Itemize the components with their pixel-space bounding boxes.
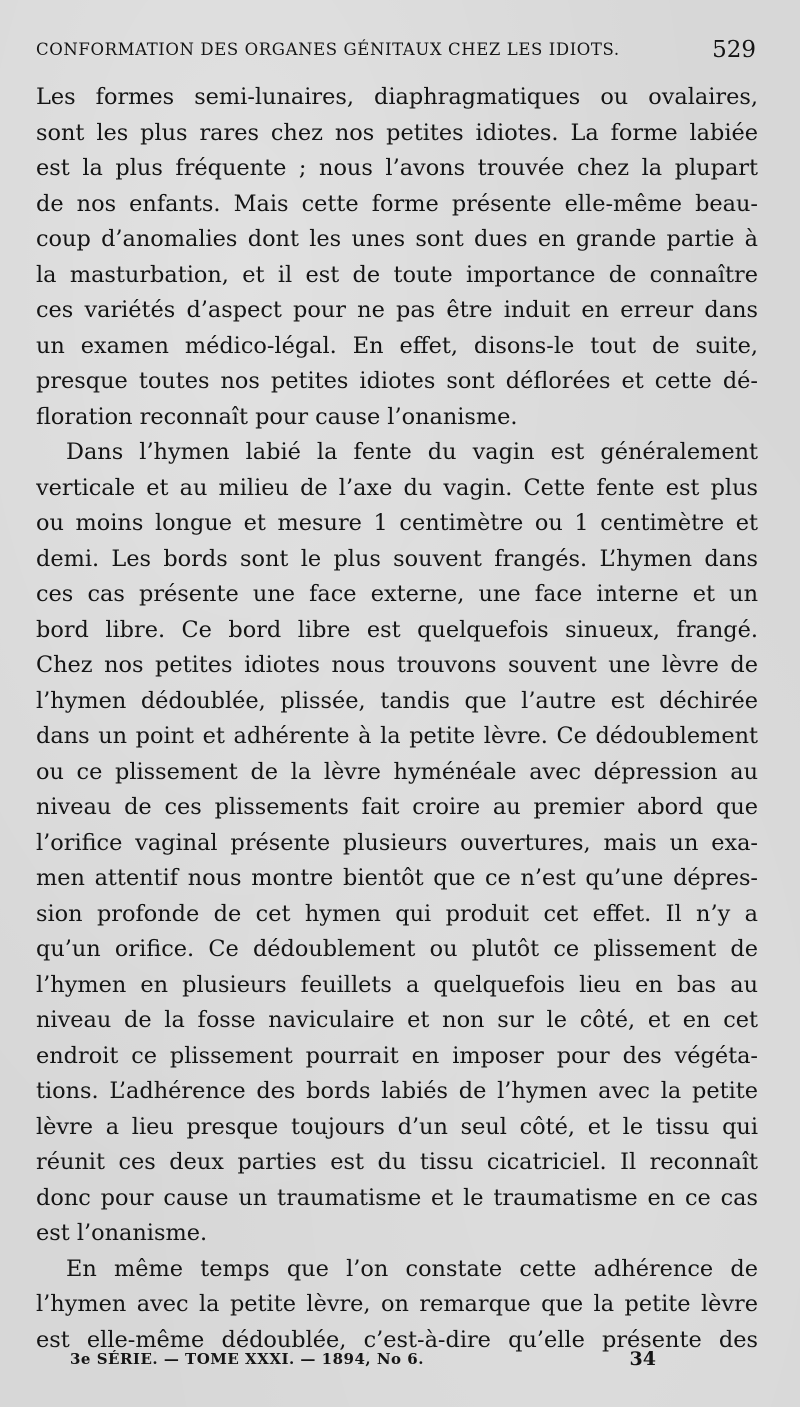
paragraph	[36, 435, 758, 1252]
text-line: lèvre a lieu presque toujours d’un seul côté, et le tissu qui	[36, 1113, 758, 1140]
text-line: ou ce plissement de la lèvre hyménéale avec dépression au	[36, 758, 758, 785]
text-line: men attentif nous montre bientôt que ce n’est qu’une dépres-	[36, 865, 758, 891]
text-line: est la plus fréquente ; nous l’avons trouvée chez la plupart	[36, 155, 758, 181]
paragraph	[36, 1252, 758, 1359]
text-line: ou moins longue et mesure 1 centimètre ou 1 centimètre et	[36, 510, 758, 536]
text-line: En même temps que l’on constate cette adhérence de	[66, 1255, 758, 1282]
text-line: verticale et au milieu de l’axe du vagin. Cette fente est plus	[36, 474, 758, 501]
text-line: l’hymen dédoublée, plissée, tandis que l’autre est déchirée	[36, 687, 758, 714]
text-line: est elle-même dédoublée, c’est-à-dire qu’elle présente des	[36, 1326, 758, 1353]
text-line: de nos enfants. Mais cette forme présente elle-même beau-	[36, 190, 758, 217]
page-footer	[70, 1350, 656, 1376]
text-line: donc pour cause un traumatisme et le traumatisme en ce cas	[36, 1184, 758, 1211]
text-line: floration reconnaît pour cause l’onanisme.	[36, 403, 518, 430]
text-line: bord libre. Ce bord libre est quelquefois sinueux, frangé.	[36, 616, 758, 643]
text-line: coup d’anomalies dont les unes sont dues en grande partie à	[36, 226, 758, 252]
text-line: la masturbation, et il est de toute importance de connaître	[36, 261, 758, 288]
text-line: niveau de ces plissements fait croire au premier abord que	[36, 794, 758, 820]
paragraph	[36, 80, 758, 435]
text-line: demi. Les bords sont le plus souvent frangés. L’hymen dans	[36, 545, 758, 572]
body-text	[36, 80, 758, 1358]
text-line: niveau de la fosse naviculaire et non sur le côté, et en cet	[36, 1007, 758, 1033]
text-line: endroit ce plissement pourrait en imposer pour des végéta-	[36, 1042, 758, 1069]
text-line: est l’onanisme.	[36, 1220, 208, 1246]
text-line: sont les plus rares chez nos petites idiotes. La forme labiée	[36, 119, 758, 146]
text-line: qu’un orifice. Ce dédoublement ou plutôt ce plissement de	[36, 936, 758, 962]
page-header	[36, 37, 756, 64]
text-line: tions. L’adhérence des bords labiés de l’hymen avec la petite	[36, 1078, 758, 1104]
signature-mark: 34	[629, 1348, 656, 1370]
text-line: Chez nos petites idiotes nous trouvons souvent une lèvre de	[36, 652, 758, 678]
text-line: réunit ces deux parties est du tissu cicatriciel. Il reconnaît	[36, 1149, 758, 1175]
series-info: 3e SÉRIE. — TOME XXXI. — 1894, No 6.	[70, 1350, 424, 1368]
text-line: un examen médico-légal. En effet, disons-le tout de suite,	[36, 332, 758, 359]
text-line: l’hymen avec la petite lèvre, on remarque que la petite lèvre	[36, 1291, 758, 1317]
text-line: dans un point et adhérente à la petite lèvre. Ce dédoublement	[36, 723, 758, 749]
text-line: sion profonde de cet hymen qui produit cet effet. Il n’y a	[36, 900, 758, 927]
running-head: CONFORMATION DES ORGANES GÉNITAUX CHEZ LES IDIOTS.	[36, 40, 620, 59]
text-line: presque toutes nos petites idiotes sont déflorées et cette dé-	[36, 368, 758, 394]
page-number: 529	[712, 37, 756, 63]
text-line: l’orifice vaginal présente plusieurs ouvertures, mais un exa-	[36, 829, 758, 856]
text-line: ces variétés d’aspect pour ne pas être induit en erreur dans	[36, 297, 758, 323]
text-line: l’hymen en plusieurs feuillets a quelquefois lieu en bas au	[36, 971, 758, 998]
text-line: Dans l’hymen labié la fente du vagin est généralement	[66, 439, 758, 465]
text-line: ces cas présente une face externe, une face interne et un	[36, 581, 758, 607]
text-line: Les formes semi-lunaires, diaphragmatiques ou ovalaires,	[36, 84, 758, 110]
